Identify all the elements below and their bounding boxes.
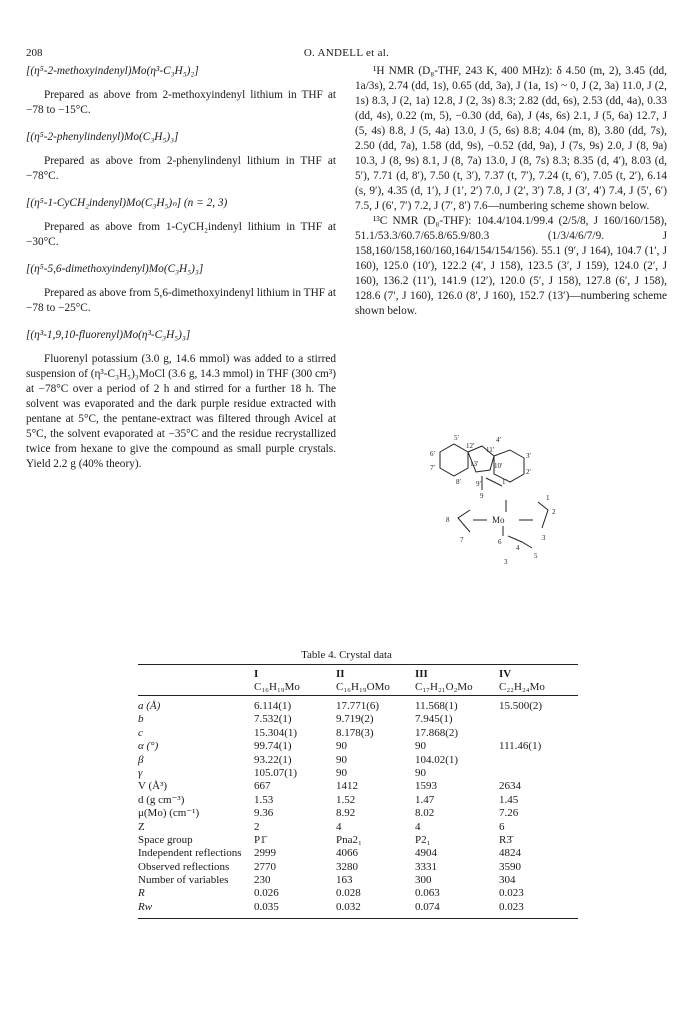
column-id: I xyxy=(254,668,259,680)
table-cell: 4904 xyxy=(415,847,437,860)
table-cell: 90 xyxy=(415,740,426,753)
table-cell: 4 xyxy=(336,820,342,833)
atom-label: 3 xyxy=(542,534,546,542)
table-cell: 2 xyxy=(254,820,260,833)
running-title: O. ANDELL et al. xyxy=(303,47,390,59)
table-cell: 1.47 xyxy=(415,793,435,806)
table-cell: 230 xyxy=(254,874,271,887)
table-row xyxy=(138,754,578,767)
right-allyl xyxy=(538,502,548,528)
table-row xyxy=(138,901,578,914)
table-cell: 8.178(3) xyxy=(336,726,374,739)
table-cell: 2999 xyxy=(254,847,276,860)
table-body xyxy=(138,700,578,914)
table-cell: Pna2₁ xyxy=(336,833,362,846)
paragraph: Fluorenyl potassium (3.0 g, 14.6 mmol) was added to a stirred suspension of (η³-C₃H₅)₃MoCl (3.6 g, 14.3 mmol) in THF (300 cm³) at −78°C over a period of 2 h and stirred for a further 18 h. The solvent was evaporated and the dark purple residue extracted with pentane at 5°C, the pentane-extract was filtered through Avicel at 5°C, the solvent evaporated at −35°C and the residue recrystallized twice from hexane to give the compound as small purple crystals. Yield 2.2 g (40% theory). xyxy=(26,353,336,470)
crystal-data-table xyxy=(138,664,578,919)
table-cell: 3590 xyxy=(499,860,521,873)
table-cell xyxy=(499,754,578,767)
section-heading: [(η³-1,9,10-fluorenyl)Mo(η³-C₃H₅)₃] xyxy=(26,329,191,341)
table-cell: 0.063 xyxy=(415,887,440,900)
row-label: d (g cm⁻³) xyxy=(138,793,185,806)
row-label: μ(Mo) (cm⁻¹) xyxy=(138,807,200,820)
table-cell: 15.500(2) xyxy=(499,700,543,712)
table-cell: 6.114(1) xyxy=(254,700,292,712)
table-cell: 2634 xyxy=(499,780,521,793)
table-cell: 4 xyxy=(415,820,421,833)
column-formula: C₁₇H₂₁O₂Mo xyxy=(415,681,473,693)
atom-label: 6 xyxy=(498,538,502,546)
atom-label: 2 xyxy=(552,508,556,516)
table-cell: 8.02 xyxy=(415,807,435,820)
table-cell: 7.26 xyxy=(499,807,519,820)
atom-label: 11′ xyxy=(486,446,495,454)
atom-label: 8 xyxy=(446,516,450,524)
table-row xyxy=(138,847,578,860)
table-cell: 9.719(2) xyxy=(336,713,374,726)
atom-label: 12′ xyxy=(466,442,475,450)
table-cell: 104.02(1) xyxy=(415,753,459,766)
right-column xyxy=(355,64,667,319)
left-column xyxy=(26,64,336,472)
table-row xyxy=(138,700,578,713)
atom-label: 13′ xyxy=(470,460,479,468)
table-cell: 9.36 xyxy=(254,807,274,820)
table-cell: 15.304(1) xyxy=(254,726,298,739)
table-cell: 1.45 xyxy=(499,793,519,806)
atom-label: 2′ xyxy=(526,468,532,476)
paragraph: Prepared as above from 5,6-dimethoxyindenyl lithium in THF at −78 to −25°C. xyxy=(26,287,336,314)
column-id: IV xyxy=(499,668,512,680)
row-label: Space group xyxy=(138,833,193,846)
column-id: II xyxy=(336,668,345,680)
table-cell xyxy=(499,727,578,740)
table-row xyxy=(138,887,578,900)
column-formula: C₁₆H₁₉OMo xyxy=(336,681,390,693)
table-cell: 304 xyxy=(499,874,516,887)
column-id: III xyxy=(415,668,428,680)
table-cell: 93.22(1) xyxy=(254,753,292,766)
table-caption: Table 4. Crystal data xyxy=(301,649,392,661)
metal-label: Mo xyxy=(492,515,505,525)
atom-label: 1′ xyxy=(502,478,508,486)
paragraph: Prepared as above from 2-phenylindenyl lithium in THF at −78°C. xyxy=(26,155,336,182)
table-cell: 17.868(2) xyxy=(415,726,459,739)
atom-label: 10′ xyxy=(494,462,503,470)
column-formula: C₂₂H₂₄Mo xyxy=(499,681,545,693)
table-cell: 0.074 xyxy=(415,900,440,913)
paragraph: Prepared as above from 2-methoxyindenyl lithium in THF at −78 to −15°C. xyxy=(26,89,336,116)
section-heading: [(η⁵-2-phenylindenyl)Mo(C₃H₅)₃] xyxy=(26,131,179,143)
section-heading: [(η⁵-2-methoxyindenyl)Mo(η³-C₃H₅)₂] xyxy=(26,65,199,77)
atom-label: 6′ xyxy=(430,450,436,458)
table-cell: 3331 xyxy=(415,860,437,873)
table-cell: 17.771(6) xyxy=(336,700,380,712)
atom-label: 9 xyxy=(480,492,484,500)
section-heading: [(η⁵-1-CyCH₂indenyl)Mo(C₃H₅)ₙ] (n = 2, 3) xyxy=(26,197,228,209)
table-row xyxy=(138,834,578,847)
table-row xyxy=(138,807,578,820)
atom-label: 1 xyxy=(546,494,550,502)
table-cell: 7.532(1) xyxy=(254,713,292,726)
table-row xyxy=(138,821,578,834)
paragraph: Prepared as above from 1-CyCH₂indenyl lithium in THF at −30°C. xyxy=(26,221,336,248)
c-nmr-paragraph: ¹³C NMR (D₈-THF): 104.4/104.1/99.4 (2/5/8, J 160/160/158), 51.1/53.3/60.7/65.8/65.9/80.3 (1/3/4/6/7/9. J 158,160/158,160/160,164/154/154/156). 55.1 (9′, J 164), 104.7 (1′, J 160), 125.0 (10′), 122.2 (4′, J 158), 123.5 (3′, J 159), 124.0 (2′, J 160), 136.2 (11′), 141.9 (12′), 120.0 (5′, J 158), 127.8 (6′, J 158), 128.6 (7′, J 160), 126.0 (8′, J 160), 152.7 (13′)—numbering scheme shown below. xyxy=(355,215,667,317)
table-row xyxy=(138,727,578,740)
atom-label: 8′ xyxy=(456,478,462,486)
atom-label: 9′ xyxy=(476,480,482,488)
table-cell: P1̄ xyxy=(254,833,266,846)
table-cell: 2770 xyxy=(254,860,276,873)
row-label: V (Å³) xyxy=(138,780,168,793)
row-label: Z xyxy=(138,820,145,833)
table-row xyxy=(138,713,578,726)
table-cell: 90 xyxy=(336,753,347,766)
row-label: c xyxy=(138,726,143,739)
section-heading: [(η⁵-5,6-dimethoxyindenyl)Mo(C₃H₅)₃] xyxy=(26,263,204,275)
table-cell: 1.53 xyxy=(254,793,274,806)
table-cell xyxy=(499,713,578,726)
row-label: Number of variables xyxy=(138,874,229,887)
table-row xyxy=(138,740,578,753)
table-row xyxy=(138,767,578,780)
table-cell: 163 xyxy=(336,874,353,887)
table-cell: 7.945(1) xyxy=(415,713,453,726)
h-nmr-paragraph: ¹H NMR (D₈-THF, 243 K, 400 MHz): δ 4.50 (m, 2), 3.45 (dd, 1a/3s), 2.74 (dd, 1s), 0.65 (dd, 3a), J (1a, 1s) ~ 0, J (2, 3a) 11.0, J (2, 1s) 8.3, J (2, 1a) 12.8, J (2, 3s) 8.3; 2.82 (dd, 6s), 2.53 (dd, 4a), 0.33 (dd, 4s), 0.22 (m, 5), −0.30 (dd, 6a), J (4s, 6s) 2.1, J (5, 6a) 12.7, J (5, 4s) 8.8, J (5, 4a) 13.0, J (5, 6s) 8.8; 4.04 (m, 8), 3.80 (dd, 7s), 2.50 (dd, 7a), 1.58 (dd, 9s), −0.52 (dd, 9a), J (7s, 9s) 2.0, J (8, 9a) 10.3, J (8, 9s) 8.1, J (8, 7a) 13.0, J (8, 7s) 8.3; 8.35 (d, 4′), 8.03 (d, 5′), 7.71 (d, 8′), 7.50 (t, 3′), 7.37 (t, 7′), 7.24 (t, 6′), 7.05 (t, 2′), 6.14 (s, 9′), 4.35 (d, 1′), J (1′, 2′) 7.0, J (2′, 3′) 7.8, J (3′, 4′) 7.4, J (5′, 6′) 7.5, J (6′, 7′) 7.2, J (7′, 8′) 7.6—numbering scheme shown below. xyxy=(355,65,667,212)
numbering-scheme-diagram xyxy=(410,432,600,582)
left-benzene-ring xyxy=(440,444,468,476)
table-cell: 0.035 xyxy=(254,900,279,913)
table-cell: R3̄ xyxy=(499,833,512,846)
table-cell: 0.028 xyxy=(336,887,361,900)
atom-label: 3 xyxy=(504,558,508,566)
atom-label: 5 xyxy=(534,552,538,560)
row-label: β xyxy=(138,753,144,766)
table-cell: 99.74(1) xyxy=(254,740,292,753)
atom-label: 7 xyxy=(460,536,464,544)
atom-label: 4′ xyxy=(496,436,502,444)
table-cell: 1412 xyxy=(336,780,358,793)
table-row xyxy=(138,874,578,887)
table-row xyxy=(138,780,578,793)
left-allyl xyxy=(458,510,470,532)
table-cell: 11.568(1) xyxy=(415,700,458,712)
row-label: α (°) xyxy=(138,740,159,753)
table-cell: 0.023 xyxy=(499,900,524,913)
table-cell: 0.026 xyxy=(254,887,279,900)
table-cell: 90 xyxy=(336,766,347,779)
table-cell: 0.032 xyxy=(336,900,361,913)
row-label: R xyxy=(138,887,145,900)
atom-label: 3′ xyxy=(526,452,532,460)
page-header xyxy=(26,47,667,61)
table-row xyxy=(138,794,578,807)
table-cell: 300 xyxy=(415,874,432,887)
row-label: γ xyxy=(138,766,143,779)
table-cell: 105.07(1) xyxy=(254,766,298,779)
table-cell: 90 xyxy=(415,766,426,779)
table-cell: 4824 xyxy=(499,847,521,860)
table-cell: 1.52 xyxy=(336,793,356,806)
atom-label: 7′ xyxy=(430,464,436,472)
row-label: Observed reflections xyxy=(138,860,230,873)
table-cell: 8.92 xyxy=(336,807,356,820)
table-cell: 1593 xyxy=(415,780,437,793)
atom-label: 4 xyxy=(516,544,520,552)
row-label: b xyxy=(138,713,144,726)
row-label: a (Å) xyxy=(138,700,161,712)
table-cell: 4066 xyxy=(336,847,358,860)
column-formula: C₁₆H₁₉Mo xyxy=(254,681,300,693)
table-row xyxy=(138,861,578,874)
table-cell xyxy=(499,767,578,780)
bottom-allyl xyxy=(508,536,532,548)
table-cell: 3280 xyxy=(336,860,358,873)
table-cell: 0.023 xyxy=(499,887,524,900)
atom-label: 5′ xyxy=(454,434,460,442)
row-label: Independent reflections xyxy=(138,847,242,860)
table-cell: 6 xyxy=(499,820,505,833)
row-label: Rw xyxy=(138,900,153,913)
page-number: 208 xyxy=(26,47,43,59)
table-cell: 667 xyxy=(254,780,271,793)
table-header-row xyxy=(138,665,578,695)
table-cell: 111.46(1) xyxy=(499,740,542,753)
table-cell: 90 xyxy=(336,740,347,753)
table-cell: P2₁ xyxy=(415,833,431,846)
